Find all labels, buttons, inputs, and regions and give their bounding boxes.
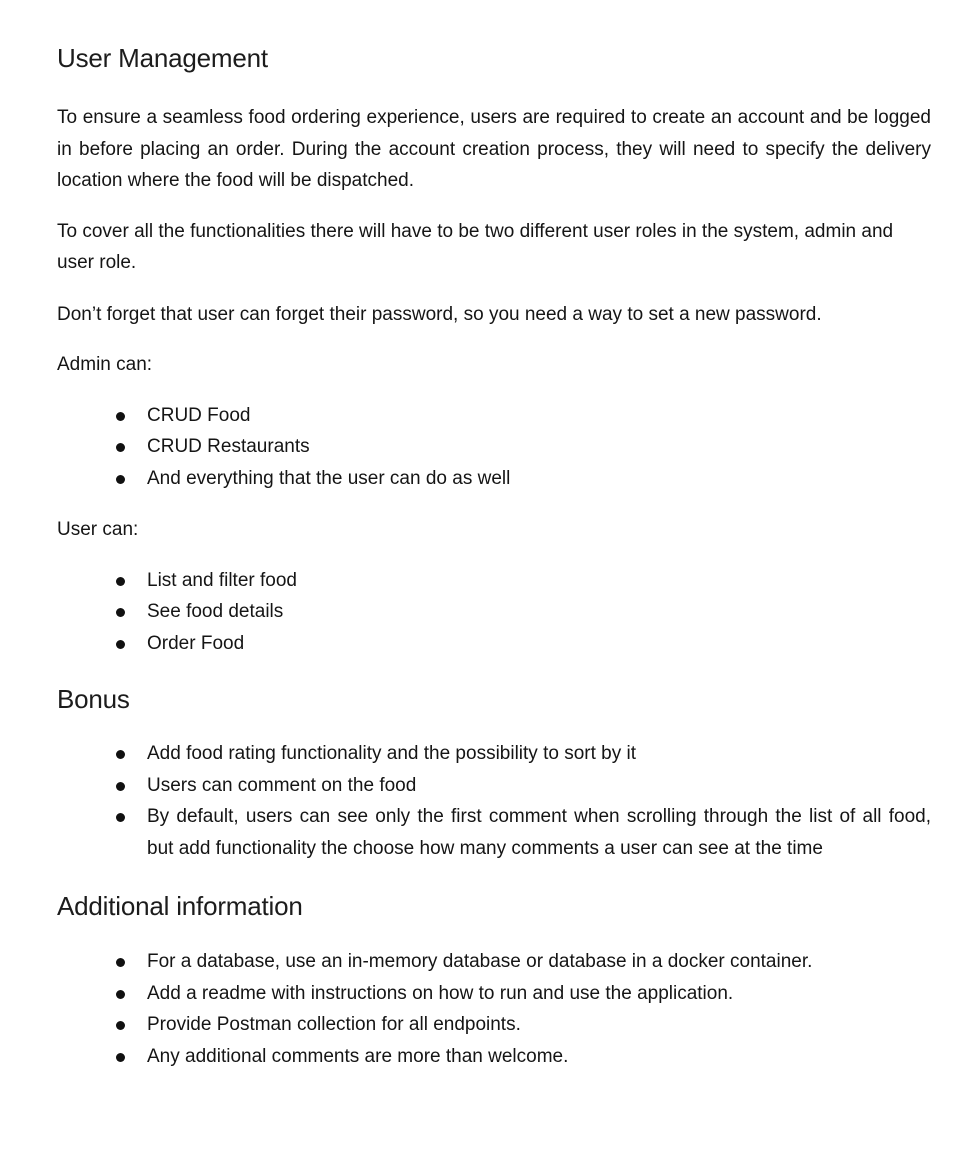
bonus-list	[57, 738, 931, 864]
section-title-user-management: User Management	[57, 43, 268, 73]
additional-information-list	[57, 946, 931, 1072]
paragraph-password-reset: Don’t forget that user can forget their password, so you need a way to set a new password.	[57, 303, 822, 325]
list-item: List and filter food	[57, 565, 931, 597]
list-item: CRUD Food	[57, 400, 931, 432]
admin-permissions-list	[57, 400, 931, 495]
section-title-additional-information: Additional information	[57, 891, 303, 921]
list-item: Any additional comments are more than welcome.	[57, 1041, 931, 1073]
list-item: See food details	[57, 596, 931, 628]
paragraph-user-roles: To cover all the functionalities there will have to be two different user roles in the system, admin and user role.	[57, 220, 894, 273]
list-item: For a database, use an in-memory database or database in a docker container.	[57, 946, 931, 978]
list-item: CRUD Restaurants	[57, 431, 931, 463]
list-item: Users can comment on the food	[57, 770, 931, 802]
admin-can-label: Admin can:	[57, 354, 153, 375]
list-item: Provide Postman collection for all endpoints.	[57, 1009, 931, 1041]
user-can-label: User can:	[57, 519, 139, 540]
list-item: Add food rating functionality and the possibility to sort by it	[57, 738, 931, 770]
list-item: By default, users can see only the first comment when scrolling through the list of all food, but add functionality the choose how many comments a user can see at the time	[57, 801, 931, 864]
list-item: And everything that the user can do as well	[57, 463, 931, 495]
list-item: Add a readme with instructions on how to run and use the application.	[57, 978, 931, 1010]
list-item: Order Food	[57, 628, 931, 660]
user-permissions-list	[57, 565, 931, 660]
section-title-bonus: Bonus	[57, 684, 130, 714]
paragraph-account-requirement: To ensure a seamless food ordering experience, users are required to create an account and be logged in before placing an order. During the account creation process, they will need to specify the delivery location where the food will be dispatched.	[57, 107, 931, 191]
